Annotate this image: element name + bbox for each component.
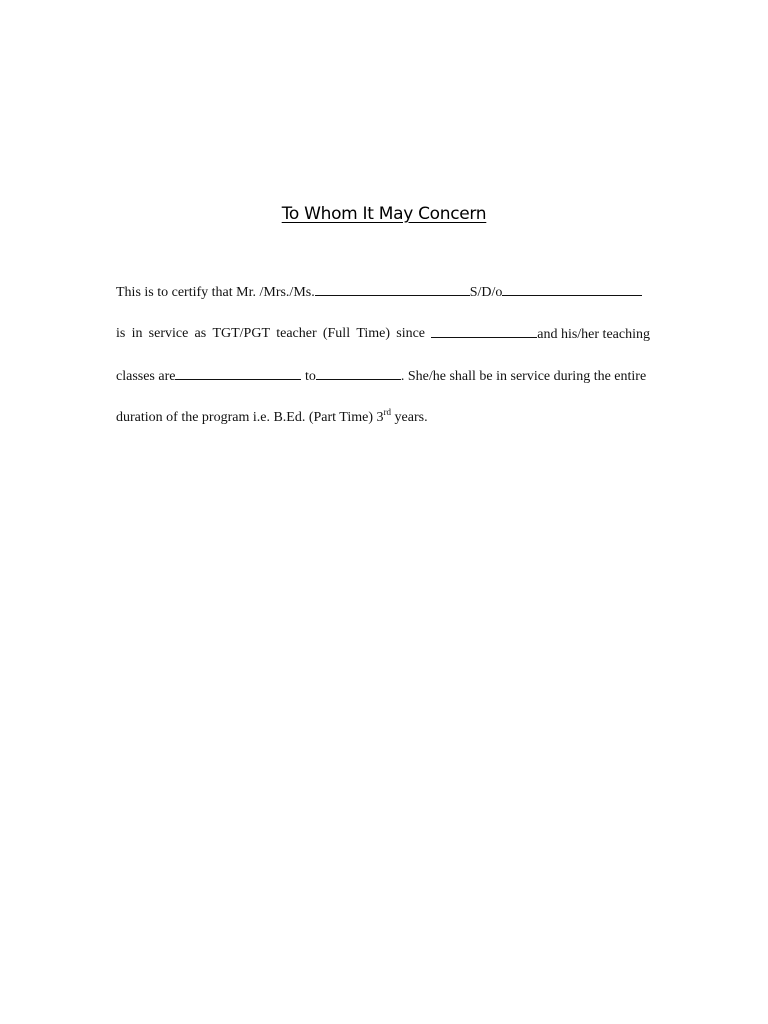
teaching-suffix: and his/her teaching bbox=[537, 327, 650, 342]
since-date-group bbox=[431, 325, 650, 344]
word: in bbox=[131, 326, 143, 341]
document-title: To Whom It May Concern bbox=[281, 204, 487, 224]
duration-prefix: duration of the program i.e. B.Ed. (Part Time) 3 bbox=[116, 410, 384, 425]
word: (Full bbox=[322, 326, 351, 341]
service-line bbox=[116, 325, 650, 344]
word: since bbox=[396, 326, 426, 341]
name-blank[interactable] bbox=[315, 283, 470, 296]
classes-from-blank[interactable] bbox=[175, 367, 301, 380]
classes-suffix: . She/he shall be in service during the entire bbox=[400, 369, 647, 384]
word: teacher bbox=[276, 326, 317, 341]
ordinal-superscript: rd bbox=[383, 407, 392, 417]
word: is bbox=[116, 326, 126, 341]
word: TGT/PGT bbox=[212, 326, 270, 341]
word: Time) bbox=[356, 326, 391, 341]
certify-prefix: This is to certify that Mr. /Mrs./Ms. bbox=[116, 285, 315, 300]
parent-name-blank[interactable] bbox=[502, 283, 642, 296]
sdo-label: S/D/o bbox=[469, 285, 503, 300]
since-date-blank[interactable] bbox=[431, 325, 537, 338]
classes-to-blank[interactable] bbox=[316, 367, 401, 380]
classes-line bbox=[116, 367, 650, 386]
classes-prefix: classes are bbox=[116, 369, 176, 384]
word: as bbox=[194, 326, 207, 341]
word: service bbox=[148, 326, 189, 341]
duration-line bbox=[116, 409, 650, 427]
duration-suffix: years. bbox=[391, 410, 428, 425]
certify-line bbox=[116, 283, 650, 302]
to-label: to bbox=[301, 369, 316, 384]
